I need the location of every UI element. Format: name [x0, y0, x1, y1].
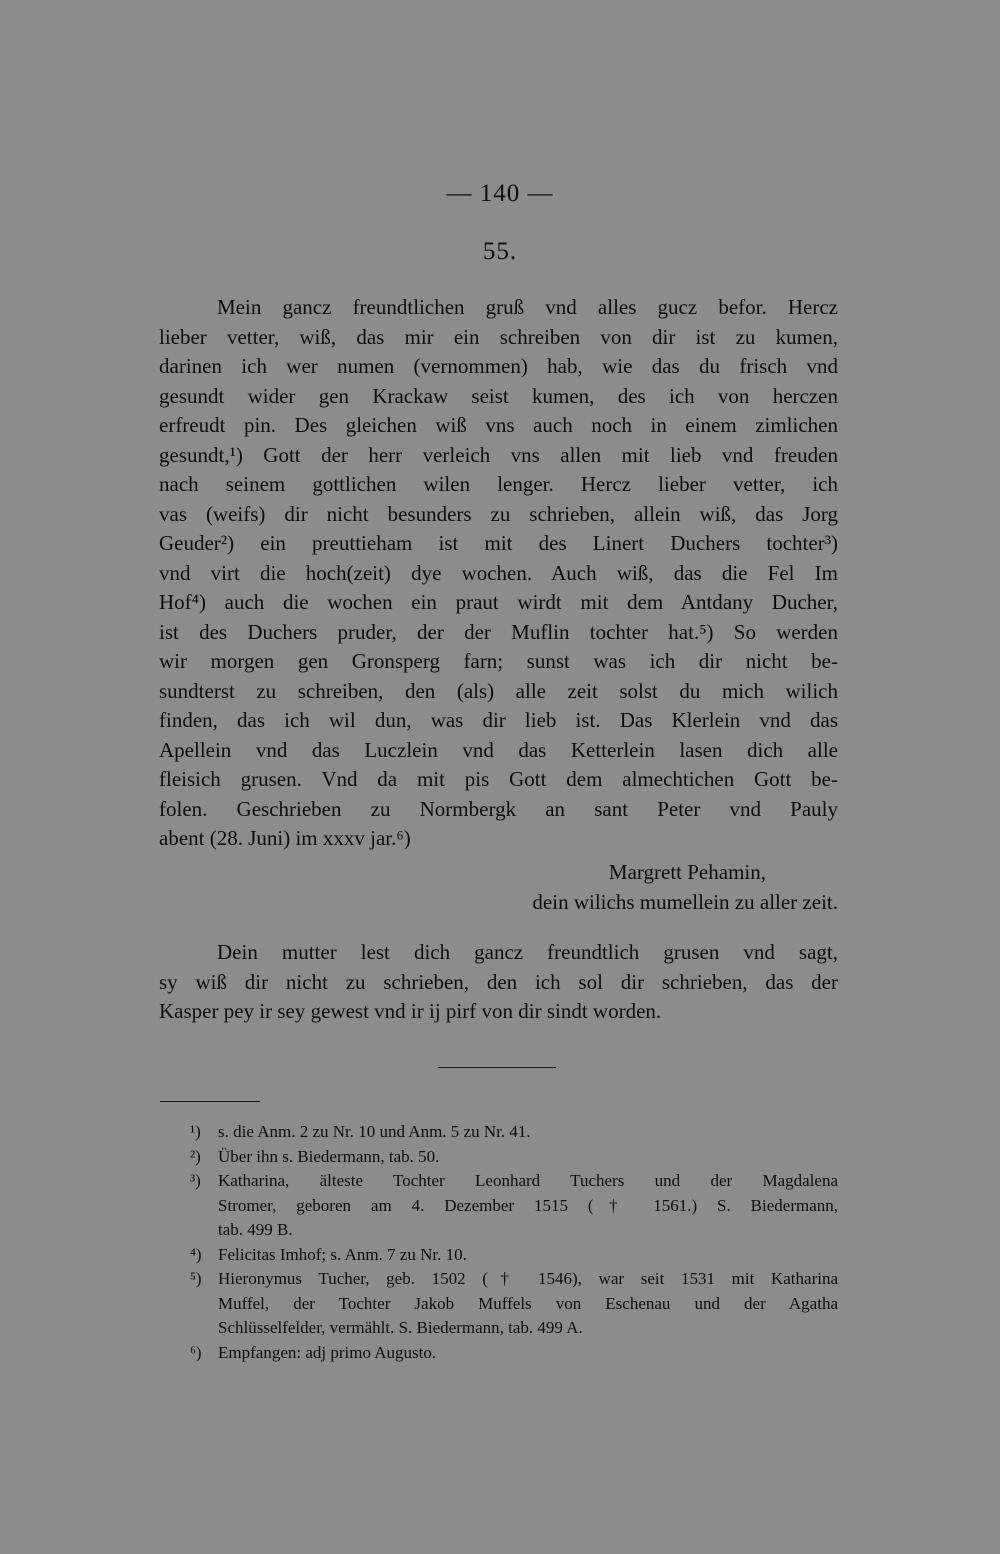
footnote-mark: ¹) — [190, 1122, 201, 1141]
footnote-rule — [160, 1101, 260, 1102]
body-line: Geuder²) ein preuttieham ist mit des Linert Duchers tochter³) — [159, 531, 838, 555]
body-line: Apellein vnd das Luczlein vnd das Ketterlein lasen dich alle — [159, 737, 838, 762]
body-line: darinen ich wer numen (vernommen) hab, wie das du frisch vnd — [159, 354, 838, 378]
body-line: vas (weifs) dir nicht besunders zu schrieben, allein wiß, das Jorg — [159, 501, 838, 526]
body-line: Hof⁴) auch die wochen ein praut wirdt mit dem Antdany Ducher, — [159, 590, 838, 614]
body-line: fleisich grusen. Vnd da mit pis Gott dem almechtichen Gott be- — [159, 767, 838, 791]
letter-number: 55. — [482, 238, 518, 265]
footnote-line: Schlüsselfelder, vermählt. S. Biedermann, tab. 499 A. — [218, 1318, 583, 1337]
footnote — [190, 1341, 838, 1366]
footnote-line: Empfangen: adj primo Augusto. — [218, 1342, 437, 1362]
page-number: — 140 — — [446, 180, 554, 207]
signature-closing: dein wilichs mumellein zu aller zeit. — [532, 889, 838, 914]
footnote — [190, 1243, 838, 1268]
footnote — [190, 1169, 838, 1243]
footnote-line: Hieronymus Tucher, geb. 1502 († 1546), war seit 1531 mit Katharina — [218, 1269, 838, 1288]
section-separator — [438, 1067, 556, 1068]
signature-block — [159, 858, 838, 917]
footnote-line: Muffel, der Tochter Jakob Muffels von Eschenau und der Agatha — [218, 1293, 838, 1313]
postscript — [159, 938, 838, 1027]
footnotes — [190, 1120, 838, 1365]
body-line: gesundt wider gen Krackaw seist kumen, des ich von herczen — [159, 383, 838, 408]
footnote-line: Stromer, geboren am 4. Dezember 1515 († 1561.) S. Biedermann, — [218, 1195, 838, 1215]
body-line: ist des Duchers pruder, der der Muflin tochter hat.⁵) So werden — [159, 619, 838, 644]
footnote — [190, 1267, 838, 1341]
body-line: finden, das ich wil dun, was dir lieb ist. Das Klerlein vnd das — [159, 708, 838, 732]
body-line: nach seinem gottlichen wilen lenger. Hercz lieber vetter, ich — [159, 472, 838, 496]
footnote-mark: ⁵) — [190, 1269, 202, 1288]
body-line: folen. Geschrieben zu Normbergk an sant Peter vnd Pauly — [159, 796, 838, 821]
footnote-mark: ⁴) — [190, 1244, 202, 1264]
footnote-mark: ⁶) — [190, 1342, 202, 1362]
footnote-line: Felicitas Imhof; s. Anm. 7 zu Nr. 10. — [218, 1244, 467, 1264]
postscript-line: Dein mutter lest dich gancz freundtlich grusen vnd sagt, — [217, 940, 838, 964]
footnote-line: Katharina, älteste Tochter Leonhard Tuchers und der Magdalena — [218, 1171, 838, 1190]
postscript-line: Kasper pey ir sey gewest vnd ir ij pirf von dir sindt worden. — [159, 999, 662, 1023]
footnote-line: tab. 499 B. — [218, 1220, 293, 1239]
footnote — [190, 1145, 838, 1170]
body-line: lieber vetter, wiß, das mir ein schreiben von dir ist zu kumen, — [159, 324, 838, 349]
letter-body — [159, 293, 838, 854]
footnote-mark: ³) — [190, 1171, 201, 1190]
body-line: wir morgen gen Gronsperg farn; sunst was ich dir nicht be- — [159, 649, 838, 673]
postscript-line: sy wiß dir nicht zu schrieben, den ich sol dir schrieben, das der — [159, 969, 838, 994]
signature-name: Margrett Pehamin, — [608, 860, 766, 884]
footnote-line: s. die Anm. 2 zu Nr. 10 und Anm. 5 zu Nr. 41. — [218, 1122, 531, 1141]
body-line: sundterst zu schreiben, den (als) alle zeit solst du mich wilich — [159, 678, 838, 703]
body-line: Mein gancz freundtlichen gruß vnd alles gucz befor. Hercz — [217, 295, 838, 319]
footnote — [190, 1120, 838, 1145]
body-line: erfreudt pin. Des gleichen wiß vns auch noch in einem zimlichen — [159, 413, 838, 437]
footnote-line: Über ihn s. Biedermann, tab. 50. — [218, 1146, 440, 1166]
body-line: abent (28. Juni) im xxxv jar.⁶) — [159, 826, 411, 850]
body-line: vnd virt die hoch(zeit) dye wochen. Auch wiß, das die Fel Im — [159, 560, 838, 585]
footnote-mark: ²) — [190, 1146, 201, 1166]
body-line: gesundt,¹) Gott der herr verleich vns allen mit lieb vnd freuden — [159, 442, 838, 467]
